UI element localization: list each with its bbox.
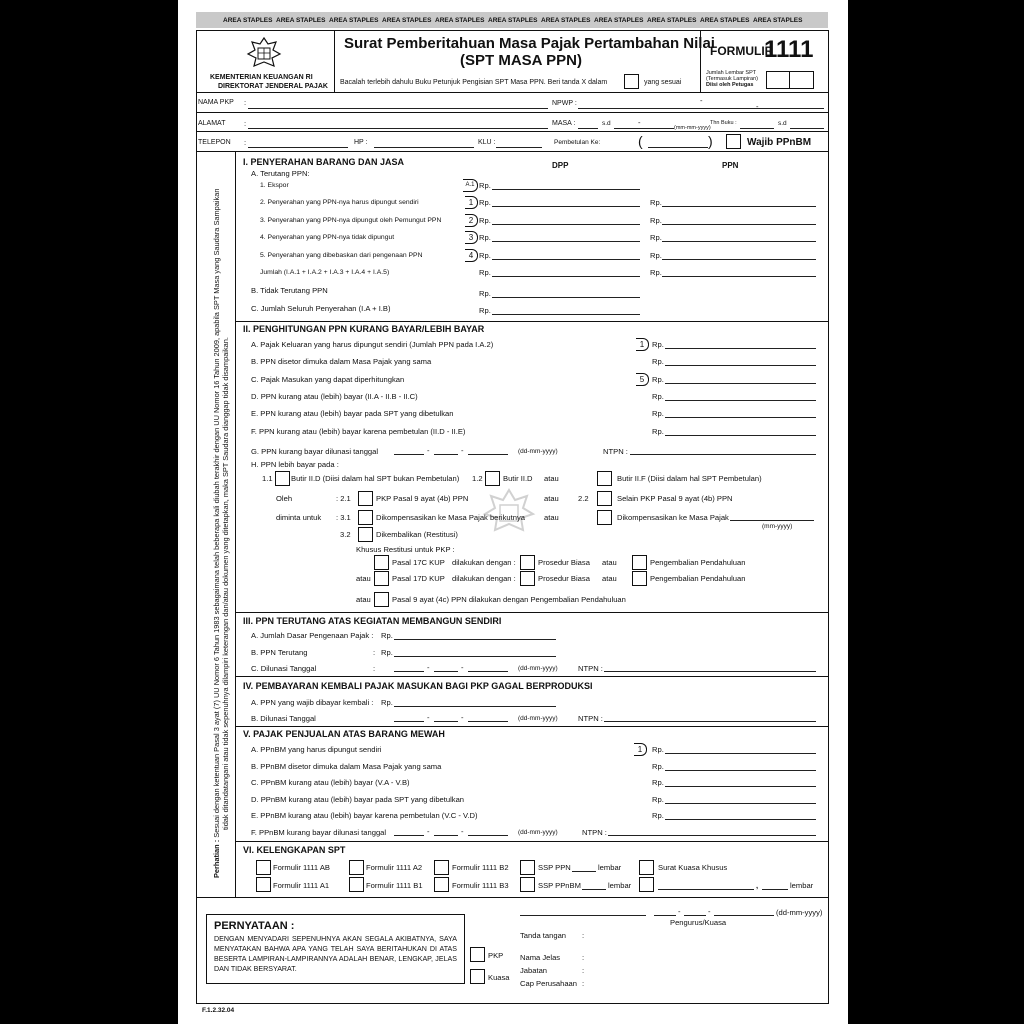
sidebar-notice xyxy=(212,158,238,878)
dpp-amount-field[interactable] xyxy=(492,241,640,242)
kompensasi-masa-checkbox[interactable] xyxy=(597,510,612,525)
ppn-amount-field[interactable] xyxy=(665,417,816,418)
hp-label: HP : xyxy=(354,139,368,146)
npwp-field[interactable] xyxy=(578,108,824,109)
dpp-amount-field[interactable] xyxy=(492,224,640,225)
s5-date-year[interactable] xyxy=(468,835,508,836)
comma: , xyxy=(756,881,759,890)
n32: 3.2 xyxy=(340,530,351,539)
row-code-marker: 2 xyxy=(465,214,478,227)
rp-label: Rp. xyxy=(652,778,664,787)
kuasa-signer-checkbox[interactable] xyxy=(470,969,485,984)
formulir-1111b2-label: Formulir 1111 B2 xyxy=(452,863,509,872)
s4-date-day[interactable] xyxy=(394,721,424,722)
staples-label: AREA STAPLES xyxy=(541,17,591,24)
section-3-title: III. PPN TERUTANG ATAS KEGIATAN MEMBANGUN SENDIRI xyxy=(243,616,502,626)
mm-yyyy-format: (mm-yyyy) xyxy=(762,523,793,530)
ssp-ppnbm-count-field[interactable] xyxy=(582,889,606,890)
ppn-terutang-field[interactable] xyxy=(394,656,556,657)
rp-label: Rp. xyxy=(381,698,393,707)
nama-pkp-label: NAMA PKP xyxy=(198,99,234,106)
section-5-row-label: A. PPnBM yang harus dipungut sendiri xyxy=(251,745,382,754)
dash: - xyxy=(461,663,464,672)
rp-label: Rp. xyxy=(479,181,491,190)
dilunasi-label: C. Dilunasi Tanggal xyxy=(251,664,317,673)
pasal-17d-label: Pasal 17D KUP xyxy=(392,574,445,583)
rp-label: Rp. xyxy=(652,811,664,820)
dash: - xyxy=(427,827,430,836)
dash: - xyxy=(461,713,464,722)
atau: atau xyxy=(356,574,371,583)
section-5-row-label: C. PPnBM kurang atau (lebih) bayar (V.A - V.B) xyxy=(251,778,410,787)
ppn-dibayar-kembali-label: A. PPN yang wajib dibayar kembali : xyxy=(251,698,374,707)
ppn-amount-field[interactable] xyxy=(665,365,816,366)
lainnya-checkbox[interactable] xyxy=(639,877,654,892)
ppn-terutang-label: B. PPN Terutang xyxy=(251,648,308,657)
s5-date-day[interactable] xyxy=(394,835,424,836)
section-2-row-label: B. PPN disetor dimuka dalam Masa Pajak yang sama xyxy=(251,357,432,366)
h11-number: 1.1 xyxy=(262,474,273,483)
g-date-day[interactable] xyxy=(394,454,424,455)
kompensasi-masa-label: Dikompensasikan ke Masa Pajak xyxy=(617,513,729,522)
s5-ntpn-field[interactable] xyxy=(608,835,816,836)
section-5-row-label: E. PPnBM kurang atau (lebih) bayar karena pembetulan (V.C - V.D) xyxy=(251,811,478,820)
g-ntpn-field[interactable] xyxy=(630,454,816,455)
rp-label: Rp. xyxy=(650,216,662,225)
sign-date-year[interactable] xyxy=(714,915,774,916)
dilakukan-label: dilakukan dengan : xyxy=(452,574,516,583)
prosedur-biasa-label: Prosedur Biasa xyxy=(538,574,590,583)
section-1-row-label: Jumlah (I.A.1 + I.A.2 + I.A.3 + I.A.4 + I.A.5) xyxy=(260,269,390,276)
section-1-row-label: 3. Penyerahan yang PPN-nya dipungut oleh Pemungut PPN xyxy=(260,217,442,224)
formulir-1111a1-checkbox[interactable] xyxy=(256,877,271,892)
g-date-month[interactable] xyxy=(434,454,458,455)
kompensasi-berikutnya-label: Dikompensasikan ke Masa Pajak berikutnya xyxy=(376,513,525,522)
rp-label: Rp. xyxy=(479,306,491,315)
thn-buku-sd: s.d xyxy=(778,120,787,127)
staples-label: AREA STAPLES xyxy=(329,17,379,24)
telepon-field[interactable] xyxy=(248,147,348,148)
dpp-membangun-label: A. Jumlah Dasar Pengenaan Pajak : xyxy=(251,631,374,640)
ppn-amount-field[interactable] xyxy=(662,241,816,242)
thn-buku-label: Thn Buku : xyxy=(710,120,737,126)
ssp-ppnbm-label: SSP PPnBM xyxy=(538,881,581,890)
form-number: 1111 xyxy=(764,36,814,63)
s3-date-month[interactable] xyxy=(434,671,458,672)
lembar-label: lembar xyxy=(608,881,632,890)
s4-ntpn-field[interactable] xyxy=(604,721,816,722)
rp-label: Rp. xyxy=(650,198,662,207)
rp-label: Rp. xyxy=(652,795,664,804)
fill-instruction: Bacalah terlebih dahulu Buku Petunjuk Pengisian SPT Masa PPN. Beri tanda X dalam xyxy=(340,79,608,86)
atau: atau xyxy=(602,574,617,583)
section-5-title: V. PAJAK PENJUALAN ATAS BARANG MEWAH xyxy=(243,729,445,739)
s3-ntpn-field[interactable] xyxy=(604,671,816,672)
statement-title: PERNYATAAN : xyxy=(214,920,295,932)
restitusi-checkbox[interactable] xyxy=(358,527,373,542)
ppn-amount-field[interactable] xyxy=(665,348,816,349)
staples-label: AREA STAPLES xyxy=(435,17,485,24)
ppnbm-amount-field[interactable] xyxy=(665,753,816,754)
pasal-17c-checkbox[interactable] xyxy=(374,555,389,570)
masa-dash: - xyxy=(638,118,641,127)
pasal-9-4c-checkbox[interactable] xyxy=(374,592,389,607)
staples-label: AREA STAPLES xyxy=(647,17,697,24)
section-2-row-label: F. PPN kurang atau (lebih) bayar karena pembetulan (II.D - II.E) xyxy=(251,427,466,436)
ppn-amount-field[interactable] xyxy=(662,224,816,225)
h12-label: Butir II.D xyxy=(503,474,533,483)
row-code-marker: 1 xyxy=(634,743,647,756)
formulir-1111ab-label: Formulir 1111 AB xyxy=(273,863,330,872)
pkp-9-4b-label: PKP Pasal 9 ayat (4b) PPN xyxy=(376,494,469,503)
jabatan-label: Jabatan xyxy=(520,966,548,975)
formulir-1111b3-checkbox[interactable] xyxy=(434,877,449,892)
17d-pengembalian-checkbox[interactable] xyxy=(632,571,647,586)
dpp-amount-field[interactable] xyxy=(492,206,640,207)
dash: - xyxy=(708,907,711,916)
notice-line-2: tidak ditandatangani atau tidak sepenuhnya dilampiri keterangan dan/atau dokumen yang ditetapkan, maka SPT Saudara dianggap tidak disampaikan. xyxy=(221,337,230,830)
diminta-label: diminta untuk xyxy=(276,513,322,522)
ppnbm-dilunasi-label: F. PPnBM kurang bayar dilunasi tanggal xyxy=(251,828,387,837)
pembetulan-field[interactable] xyxy=(648,147,708,148)
ppn-dibayar-kembali-field[interactable] xyxy=(394,706,556,707)
selain-pkp-label: Selain PKP Pasal 9 ayat (4b) PPN xyxy=(617,494,733,503)
rp-label: Rp. xyxy=(650,268,662,277)
formulir-1111b2-checkbox[interactable] xyxy=(434,860,449,875)
colon: : xyxy=(582,966,585,975)
lembar-label: Jumlah Lembar SPT xyxy=(706,70,757,76)
dash: - xyxy=(461,827,464,836)
ssp-ppnbm-checkbox[interactable] xyxy=(520,877,535,892)
formulir-1111b3-label: Formulir 1111 B3 xyxy=(452,881,509,890)
pengembalian-label: Pengembalian Pendahuluan xyxy=(650,574,746,583)
ministry-name: KEMENTERIAN KEUANGAN RI xyxy=(210,74,313,81)
pkp-signer-checkbox[interactable] xyxy=(470,947,485,962)
s3-date-day[interactable] xyxy=(394,671,424,672)
ppn-header: PPN xyxy=(722,161,739,170)
staples-label: AREA STAPLES xyxy=(276,17,326,24)
g-date-year[interactable] xyxy=(468,454,508,455)
wajib-ppnbm-checkbox[interactable] xyxy=(726,134,741,149)
rp-label: Rp. xyxy=(652,392,664,401)
garuda-emblem-icon xyxy=(246,36,282,70)
ppn-kurang-bayar-label: G. PPN kurang bayar dilunasi tanggal xyxy=(251,447,379,456)
oleh-label: Oleh xyxy=(276,494,293,503)
dash: - xyxy=(678,907,681,916)
pembetulan-label: Pembetulan Ke: xyxy=(554,139,601,146)
hp-field[interactable] xyxy=(374,147,474,148)
date-format: (dd-mm-yyyy) xyxy=(518,448,558,455)
jumlah-penyerahan-field[interactable] xyxy=(492,314,640,315)
ppn-amount-field[interactable] xyxy=(665,435,816,436)
perhatian-label: Perhatian : xyxy=(212,839,221,878)
restitusi-label: Dikembalikan (Restitusi) xyxy=(376,530,458,539)
selain-pkp-checkbox[interactable] xyxy=(597,491,612,506)
section-2-row-label: E. PPN kurang atau (lebih) bayar pada SPT yang dibetulkan xyxy=(251,409,454,418)
pengembalian-label: Pengembalian Pendahuluan xyxy=(650,558,746,567)
atau: atau xyxy=(544,513,559,522)
17d-prosedur-biasa-checkbox[interactable] xyxy=(520,571,535,586)
ppn-amount-field[interactable] xyxy=(662,259,816,260)
telepon-label: TELEPON xyxy=(198,139,231,146)
row-code-marker: 4 xyxy=(465,249,478,262)
tax-form-page xyxy=(178,0,848,1024)
statement-body: DENGAN MENYADARI SEPENUHNYA AKAN SEGALA AKIBATNYA, SAYA MENYATAKAN BAHWA APA YANG TELAH SAYA BERITAHUKAN DI ATAS BESERTA LAMPIRAN-LAMPIRANNYA ADALAH BENAR, LENGKAP, JELAS DAN TIDAK BERSYARAT. xyxy=(214,935,457,973)
klu-field[interactable] xyxy=(496,147,542,148)
masa-label: MASA : xyxy=(552,120,576,127)
form-code: F.1.2.32.04 xyxy=(202,1007,235,1014)
section-2-title: II. PENGHITUNGAN PPN KURANG BAYAR/LEBIH BAYAR xyxy=(243,324,485,334)
ssp-ppn-checkbox[interactable] xyxy=(520,860,535,875)
masa-format: (mm-mm-yyyy) xyxy=(674,125,711,131)
rp-label: Rp. xyxy=(479,198,491,207)
thn-buku-end-field[interactable] xyxy=(790,128,824,129)
section-2-row-label: D. PPN kurang atau (lebih) bayar (II.A - II.B - II.C) xyxy=(251,392,418,401)
prosedur-biasa-label: Prosedur Biasa xyxy=(538,558,590,567)
dpp-amount-field[interactable] xyxy=(492,259,640,260)
lainnya-count-field[interactable] xyxy=(762,889,788,890)
rp-label: Rp. xyxy=(652,375,664,384)
wajib-ppnbm-label: Wajib PPnBM xyxy=(747,137,812,148)
date-format: (dd-mm-yyyy) xyxy=(518,665,558,672)
row-code-marker: 1 xyxy=(465,196,478,209)
n31: : 3.1 xyxy=(336,513,351,522)
instruction-sample-checkbox xyxy=(624,74,639,89)
surat-kuasa-checkbox[interactable] xyxy=(639,860,654,875)
s4-date-year[interactable] xyxy=(468,721,508,722)
section-5-row-label: D. PPnBM kurang atau (lebih) bayar pada SPT yang dibetulkan xyxy=(251,795,465,804)
rp-label: Rp. xyxy=(652,357,664,366)
rp-label: Rp. xyxy=(650,251,662,260)
directorate-name: DIREKTORAT JENDERAL PAJAK xyxy=(218,83,328,90)
17c-pengembalian-checkbox[interactable] xyxy=(632,555,647,570)
section-1-row-label: 2. Penyerahan yang PPN-nya harus dipungut sendiri xyxy=(260,199,419,206)
lembar-label: lembar xyxy=(598,863,622,872)
sign-date-day[interactable] xyxy=(654,915,676,916)
section-1-title: I. PENYERAHAN BARANG DAN JASA xyxy=(243,157,405,167)
nama-jelas-label: Nama Jelas xyxy=(520,953,561,962)
tidak-terutang-label: B. Tidak Terutang PPN xyxy=(251,286,328,295)
atau: atau xyxy=(544,494,559,503)
pkp-9-4b-checkbox[interactable] xyxy=(358,491,373,506)
lainnya-field[interactable] xyxy=(658,889,754,890)
colon: : xyxy=(582,931,585,940)
section-6-title: VI. KELENGKAPAN SPT xyxy=(243,845,346,855)
formulir-label: FORMULIR xyxy=(710,44,774,58)
date-format: (dd-mm-yyyy) xyxy=(518,829,558,836)
row-code-marker: 1 xyxy=(636,338,649,351)
colon: : xyxy=(244,98,247,107)
rp-label: Rp. xyxy=(652,340,664,349)
dpp-membangun-field[interactable] xyxy=(394,639,556,640)
colon: : xyxy=(582,979,585,988)
ppnbm-amount-field[interactable] xyxy=(665,770,816,771)
staples-label: AREA STAPLES xyxy=(700,17,750,24)
npwp-label: NPWP : xyxy=(552,100,577,107)
npwp-dash: - xyxy=(700,96,703,105)
rp-label: Rp. xyxy=(650,233,662,242)
ppn-amount-field[interactable] xyxy=(662,206,816,207)
section-2-row-label: A. Pajak Keluaran yang harus dipungut sendiri (Jumlah PPN pada I.A.2) xyxy=(251,340,494,349)
s5-date-month[interactable] xyxy=(434,835,458,836)
nama-pkp-field[interactable] xyxy=(248,108,548,109)
s4-date-month[interactable] xyxy=(434,721,458,722)
lembar-sub: (Termasuk Lampiran) xyxy=(706,76,758,82)
atau: atau xyxy=(356,595,371,604)
h12-number: 1.2 xyxy=(472,474,483,483)
rp-label: Rp. xyxy=(381,631,393,640)
form-title: Surat Pemberitahuan Masa Pajak Pertambahan Nilai xyxy=(344,35,715,52)
paren-open: ( xyxy=(638,133,643,149)
kompensasi-masa-field[interactable] xyxy=(730,520,814,521)
ntpn-label: NTPN : xyxy=(578,664,603,673)
n21: : 2.1 xyxy=(336,494,351,503)
ppn-amount-field[interactable] xyxy=(662,276,816,277)
staples-label: AREA STAPLES xyxy=(594,17,644,24)
section-5-row-label: B. PPnBM disetor dimuka dalam Masa Pajak yang sama xyxy=(251,762,442,771)
khusus-restitusi-label: Khusus Restitusi untuk PKP : xyxy=(356,545,455,554)
ppn-lebih-bayar-label: H. PPN lebih bayar pada : xyxy=(251,460,339,469)
formulir-1111a2-checkbox[interactable] xyxy=(349,860,364,875)
cap-perusahaan-label: Cap Perusahaan xyxy=(520,979,577,988)
tidak-terutang-dpp-field[interactable] xyxy=(492,297,640,298)
paren-close: ) xyxy=(708,133,713,149)
staples-label: AREA STAPLES xyxy=(382,17,432,24)
dash: - xyxy=(427,713,430,722)
staples-label: AREA STAPLES xyxy=(223,17,273,24)
ntpn-label: NTPN : xyxy=(603,447,628,456)
lembar-count-box[interactable] xyxy=(766,71,814,89)
rp-label: Rp. xyxy=(479,268,491,277)
sign-place-field[interactable] xyxy=(520,915,646,916)
dash: - xyxy=(427,446,430,455)
n22: 2.2 xyxy=(578,494,589,503)
formulir-1111a2-label: Formulir 1111 A2 xyxy=(366,863,423,872)
rp-label: Rp. xyxy=(652,762,664,771)
rp-label: Rp. xyxy=(652,745,664,754)
rp-label: Rp. xyxy=(479,251,491,260)
staples-label: AREA STAPLES xyxy=(488,17,538,24)
dpp-amount-field[interactable] xyxy=(492,189,640,190)
pengurus-kuasa-label: Pengurus/Kuasa xyxy=(670,918,727,927)
sign-date-month[interactable] xyxy=(684,915,706,916)
row-code-marker: 3 xyxy=(465,231,478,244)
ssp-ppn-count-field[interactable] xyxy=(572,871,596,872)
jumlah-penyerahan-label: C. Jumlah Seluruh Penyerahan (I.A + I.B) xyxy=(251,304,391,313)
garuda-watermark-icon xyxy=(481,486,537,538)
date-format: (dd-mm-yyyy) xyxy=(518,715,558,722)
pkp-signer-label: PKP xyxy=(488,951,504,960)
row-code-marker: 5 xyxy=(636,373,649,386)
section-2-row-label: C. Pajak Masukan yang dapat diperhitungkan xyxy=(251,375,405,384)
h1f-label: Butir II.F (Diisi dalam hal SPT Pembetulan) xyxy=(617,474,762,483)
section-1-row-label: 1. Ekspor xyxy=(260,182,289,189)
h12-checkbox[interactable] xyxy=(485,471,500,486)
s3-date-year[interactable] xyxy=(468,671,508,672)
colon: : xyxy=(582,953,585,962)
lembar-label: lembar xyxy=(790,881,814,890)
dash: - xyxy=(461,446,464,455)
ppn-amount-field[interactable] xyxy=(665,383,816,384)
alamat-field[interactable] xyxy=(248,128,548,129)
ntpn-label: NTPN : xyxy=(582,828,607,837)
rp-label: Rp. xyxy=(381,648,393,657)
staples-label: AREA STAPLES xyxy=(753,17,803,24)
surat-kuasa-label: Surat Kuasa Khusus xyxy=(658,863,728,872)
17c-prosedur-biasa-checkbox[interactable] xyxy=(520,555,535,570)
formulir-1111b1-label: Formulir 1111 B1 xyxy=(366,881,423,890)
colon: : xyxy=(244,138,247,147)
s4-dilunasi-label: B. Dilunasi Tanggal xyxy=(251,714,316,723)
pasal-17c-label: Pasal 17C KUP xyxy=(392,558,445,567)
npwp-dash: - xyxy=(756,102,759,111)
alamat-label: ALAMAT xyxy=(198,120,226,127)
masa-sd: s.d xyxy=(602,120,611,127)
pasal-9-4c-label: Pasal 9 ayat (4c) PPN dilakukan dengan Pengembalian Pendahuluan xyxy=(392,595,626,604)
dilakukan-label: dilakukan dengan : xyxy=(452,558,516,567)
notice-line-1: Sesuai dengan ketentuan Pasal 3 ayat (7) UU Nomor 6 Tahun 1983 sebagaimana telah beberapa kali diubah terakhir dengan UU Nomor 16 Tahun 2009, apabila SPT Masa yang Saudara Sampaikan xyxy=(212,188,221,838)
ppnbm-amount-field[interactable] xyxy=(665,803,816,804)
formulir-1111a1-label: Formulir 1111 A1 xyxy=(273,881,330,890)
dash: - xyxy=(427,663,430,672)
masa-end-field[interactable] xyxy=(614,128,674,129)
klu-label: KLU : xyxy=(478,139,496,146)
rp-label: Rp. xyxy=(479,289,491,298)
ppnbm-amount-field[interactable] xyxy=(665,786,816,787)
atau: atau xyxy=(602,558,617,567)
dpp-header: DPP xyxy=(552,161,569,170)
pasal-17d-checkbox[interactable] xyxy=(374,571,389,586)
colon: : xyxy=(373,664,376,673)
ssp-ppn-label: SSP PPN xyxy=(538,863,571,872)
sign-date-format: (dd-mm-yyyy) xyxy=(776,908,823,917)
kompensasi-berikutnya-checkbox[interactable] xyxy=(358,510,373,525)
terutang-label: A. Terutang PPN: xyxy=(251,169,310,178)
ntpn-label: NTPN : xyxy=(578,714,603,723)
masa-start-field[interactable] xyxy=(578,128,598,129)
ppn-amount-field[interactable] xyxy=(665,400,816,401)
rp-label: Rp. xyxy=(652,409,664,418)
rp-label: Rp. xyxy=(479,216,491,225)
thn-buku-start-field[interactable] xyxy=(740,128,774,129)
h1f-checkbox[interactable] xyxy=(597,471,612,486)
row-code-marker: A.1 xyxy=(463,179,478,192)
section-1-row-label: 5. Penyerahan yang dibebaskan dari pengenaan PPN xyxy=(260,252,423,259)
h11-label: Butir II.D (Diisi dalam hal SPT bukan Pembetulan) xyxy=(291,474,460,483)
colon: : xyxy=(373,648,376,657)
fill-instruction-end: yang sesuai xyxy=(644,79,682,86)
kuasa-signer-label: Kuasa xyxy=(488,973,510,982)
lembar-petugas: Diisi oleh Petugas xyxy=(706,82,754,88)
tanda-tangan-label: Tanda tangan xyxy=(520,931,567,940)
colon: : xyxy=(244,119,247,128)
rp-label: Rp. xyxy=(652,427,664,436)
dpp-amount-field[interactable] xyxy=(492,276,640,277)
atau: atau xyxy=(544,474,559,483)
section-4-title: IV. PEMBAYARAN KEMBALI PAJAK MASUKAN BAGI PKP GAGAL BERPRODUKSI xyxy=(243,681,593,691)
formulir-1111b1-checkbox[interactable] xyxy=(349,877,364,892)
section-1-row-label: 4. Penyerahan yang PPN-nya tidak dipungut xyxy=(260,234,395,241)
form-subtitle: (SPT MASA PPN) xyxy=(460,52,582,69)
ppnbm-amount-field[interactable] xyxy=(665,819,816,820)
rp-label: Rp. xyxy=(479,233,491,242)
h11-checkbox[interactable] xyxy=(275,471,290,486)
formulir-1111ab-checkbox[interactable] xyxy=(256,860,271,875)
